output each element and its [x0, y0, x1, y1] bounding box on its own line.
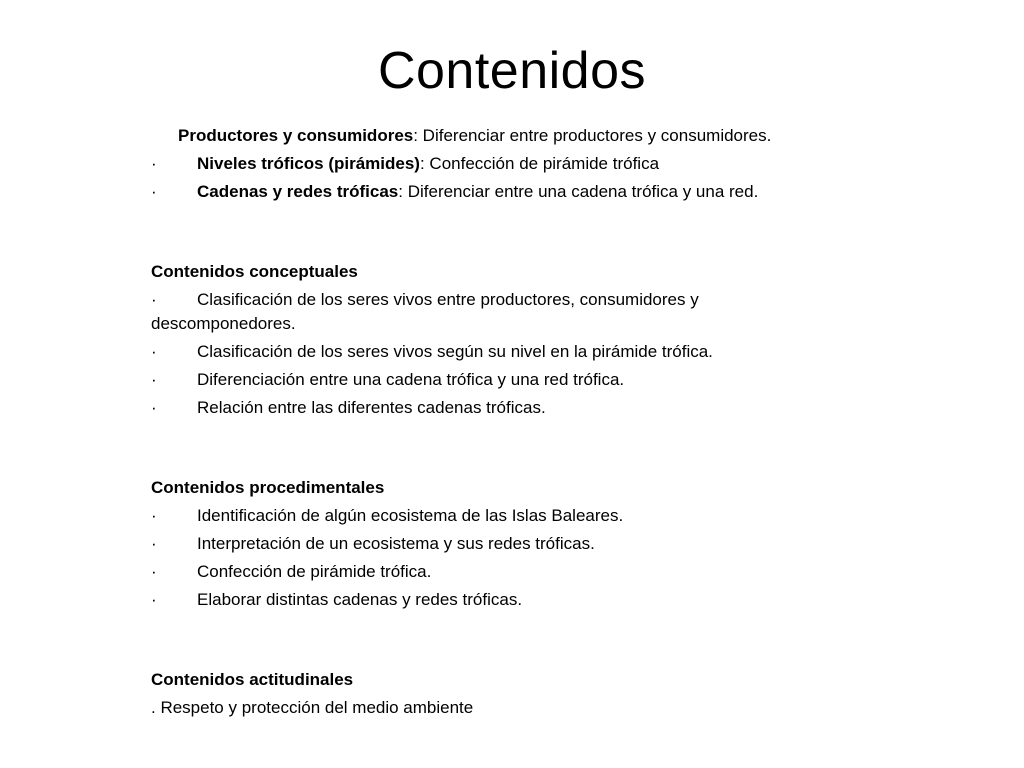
list-item-text: Interpretación de un ecosistema y sus redes tróficas. — [197, 534, 595, 553]
intro-item-text: : Diferenciar entre productores y consumidores. — [413, 126, 772, 145]
list-item-text: Clasificación de los seres vivos según su nivel en la pirámide trófica. — [197, 342, 713, 361]
list-item — [151, 286, 771, 338]
slide-title: Contenidos — [377, 42, 647, 100]
list-item-text: . Respeto y protección del medio ambiente — [151, 698, 474, 717]
bullet: · — [151, 506, 157, 525]
bullet: · — [151, 534, 157, 553]
intro-item-text: : Confección de pirámide trófica — [419, 154, 660, 173]
bullet: · — [151, 398, 157, 417]
section-heading-actitudinales: Contenidos actitudinales — [151, 670, 354, 689]
spacer — [151, 422, 771, 474]
list-item — [151, 558, 771, 586]
list-item-text: Identificación de algún ecosistema de las Islas Baleares. — [197, 506, 624, 525]
list-item — [151, 366, 771, 394]
list-item — [151, 502, 771, 530]
intro-item-productores — [151, 122, 771, 150]
list-item-text: Diferenciación entre una cadena trófica y una red trófica. — [197, 370, 625, 389]
intro-item-bold: Productores y consumidores — [178, 126, 414, 145]
list-item-text: Confección de pirámide trófica. — [197, 562, 432, 581]
bullet: · — [151, 562, 157, 581]
slide-body — [151, 122, 771, 722]
list-item — [151, 338, 771, 366]
spacer — [151, 206, 771, 258]
section-heading-procedimentales: Contenidos procedimentales — [151, 478, 385, 497]
intro-item-cadenas — [151, 178, 771, 206]
list-item-text: Clasificación de los seres vivos entre productores, consumidores y descomponedores. — [151, 290, 699, 333]
intro-item-bold: Niveles tróficos (pirámides) — [197, 154, 420, 173]
bullet: · — [151, 182, 157, 201]
intro-item-bold: Cadenas y redes tróficas — [197, 182, 399, 201]
list-item — [151, 530, 771, 558]
spacer — [151, 614, 771, 666]
list-item-text: Elaborar distintas cadenas y redes tróficas. — [197, 590, 523, 609]
section-heading-conceptuales: Contenidos conceptuales — [151, 262, 358, 281]
bullet: · — [151, 290, 157, 309]
bullet: · — [151, 590, 157, 609]
list-item-text: Relación entre las diferentes cadenas tróficas. — [197, 398, 546, 417]
intro-item-niveles — [151, 150, 771, 178]
list-item — [151, 694, 771, 722]
bullet: · — [151, 154, 157, 173]
bullet: · — [151, 342, 157, 361]
intro-item-text: : Diferenciar entre una cadena trófica y una red. — [398, 182, 759, 201]
list-item — [151, 394, 771, 422]
list-item — [151, 586, 771, 614]
bullet: · — [151, 370, 157, 389]
